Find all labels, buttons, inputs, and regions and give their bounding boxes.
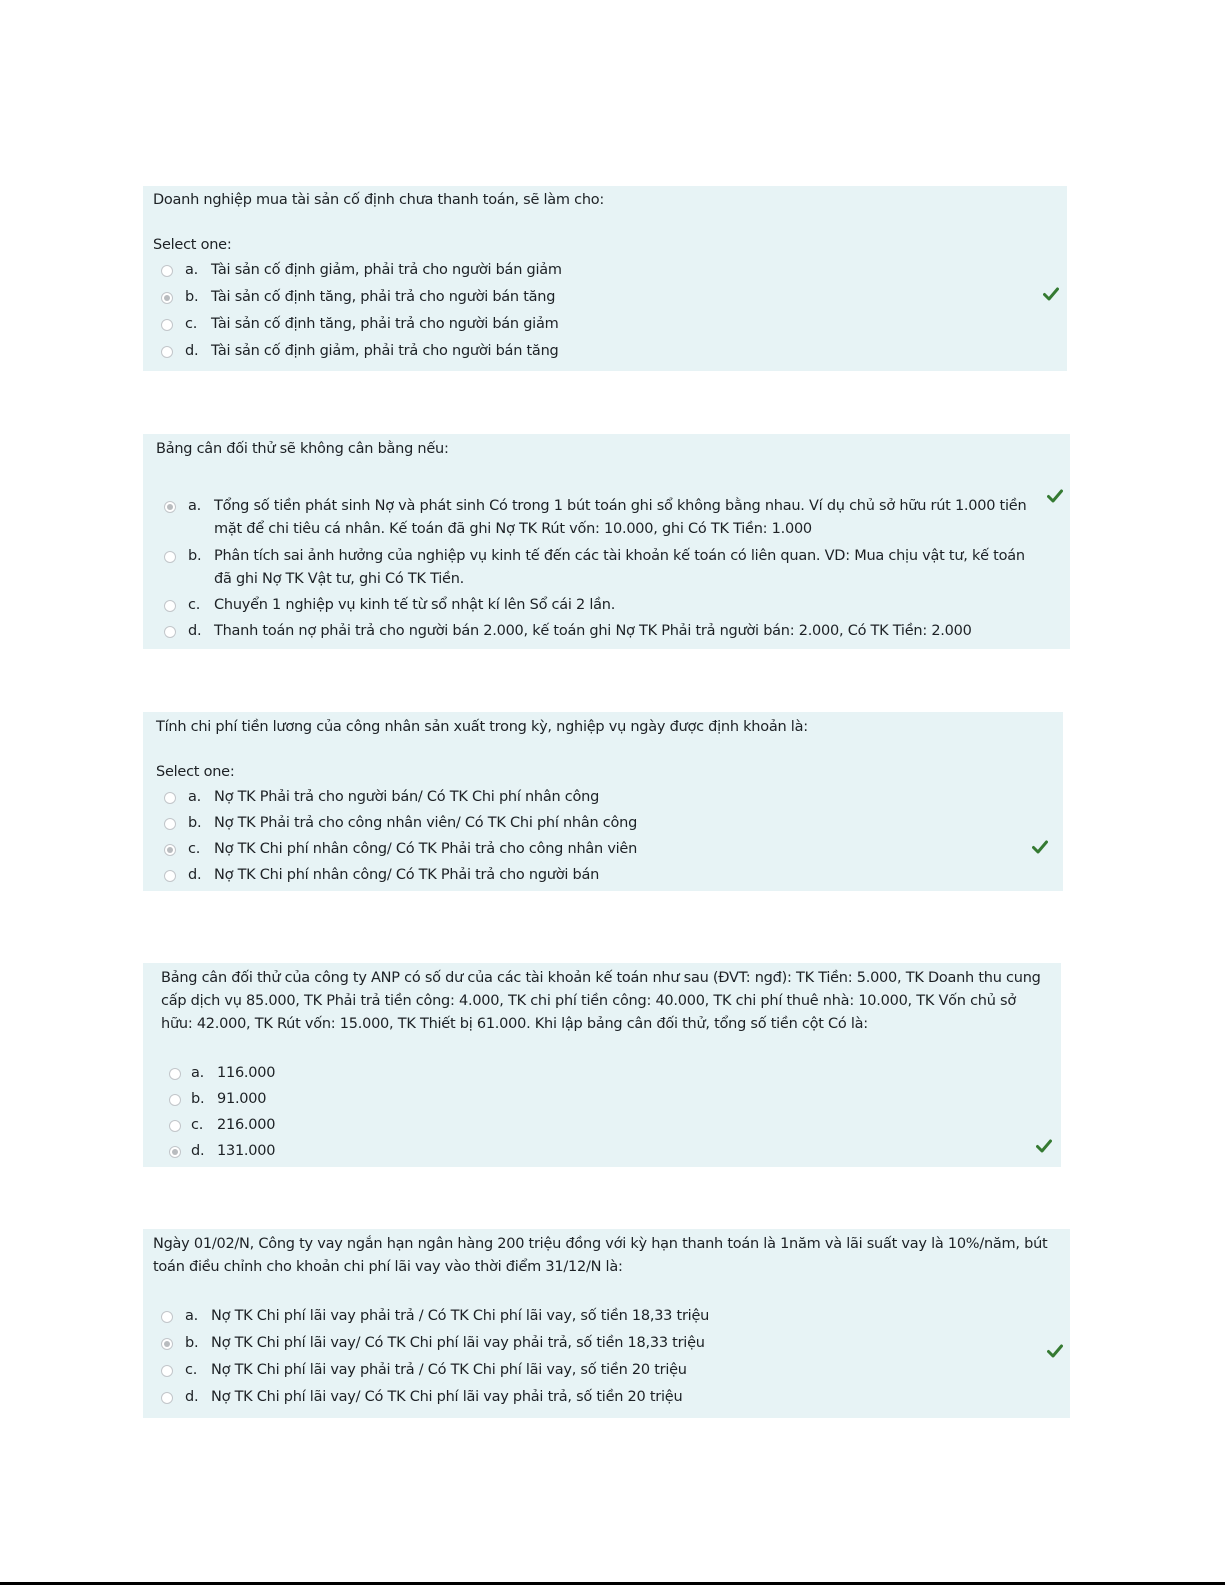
- answer-text: Nợ TK Phải trả cho công nhân viên/ Có TK Chi phí nhân công: [214, 815, 638, 831]
- answer-text: Tài sản cố định giảm, phải trả cho người bán giảm: [211, 262, 562, 278]
- answer-list: [153, 1305, 1060, 1413]
- answer-text: Phân tích sai ảnh hưởng của nghiệp vụ kinh tế đến các tài khoản kế toán có liên quan. VD: Mua chịu vật tư, kế toán đã ghi Nợ TK Vật tư, ghi Có TK Tiền.: [214, 548, 1025, 587]
- answer-list: [153, 259, 1057, 367]
- answer-option-a[interactable]: [153, 259, 1057, 286]
- answer-text: Nợ TK Chi phí lãi vay phải trả / Có TK Chi phí lãi vay, số tiền 18,33 triệu: [211, 1308, 710, 1324]
- answer-list: [156, 495, 1060, 646]
- answer-letter: a.: [188, 789, 201, 805]
- radio-button-checked[interactable]: [164, 844, 176, 856]
- select-one-label: Select one:: [156, 764, 235, 780]
- answer-option-c[interactable]: [156, 594, 1060, 620]
- radio-button[interactable]: [164, 600, 176, 612]
- answer-option-b[interactable]: [153, 1332, 1060, 1359]
- answer-option-c[interactable]: [156, 838, 1053, 864]
- question-text: Bảng cân đối thử của công ty ANP có số dư của các tài khoản kế toán như sau (ĐVT: ngđ): TK Tiền: 5.000, TK Doanh thu cung cấp dịch vụ 85.000, TK Phải trả tiền công: 4.000, TK chi phí tiền công: 40.000, TK chi phí thuê nhà: 10.000, TK Vốn chủ sở hữu: 42.000, TK Rút vốn: 15.000, TK Thiết bị 61.000. Khi lập bảng cân đối thử, tổng số tiền cột Có là:: [161, 970, 1041, 1032]
- answer-list: [156, 786, 1053, 890]
- answer-letter: c.: [188, 841, 201, 857]
- radio-button[interactable]: [161, 319, 173, 331]
- answer-letter: c.: [191, 1117, 204, 1133]
- question-text: Bảng cân đối thử sẽ không cân bằng nếu:: [156, 441, 449, 457]
- answer-option-d[interactable]: [161, 1140, 1051, 1166]
- radio-button-checked[interactable]: [169, 1146, 181, 1158]
- correct-check-icon: [1043, 287, 1059, 301]
- answer-text: Thanh toán nợ phải trả cho người bán 2.000, kế toán ghi Nợ TK Phải trả người bán: 2.000, Có TK Tiền: 2.000: [214, 623, 972, 639]
- question-text: Tính chi phí tiền lương của công nhân sản xuất trong kỳ, nghiệp vụ ngày được định khoản là:: [156, 719, 808, 735]
- radio-button[interactable]: [161, 346, 173, 358]
- question-card-1: [143, 186, 1067, 371]
- answer-option-c[interactable]: [161, 1114, 1051, 1140]
- answer-option-b[interactable]: [153, 286, 1057, 313]
- correct-check-icon: [1047, 489, 1063, 503]
- answer-text: 131.000: [217, 1143, 276, 1159]
- answer-option-d[interactable]: [153, 1386, 1060, 1413]
- answer-option-c[interactable]: [153, 313, 1057, 340]
- answer-option-d[interactable]: [156, 864, 1053, 890]
- answer-letter: c.: [185, 1362, 198, 1378]
- answer-letter: d.: [191, 1143, 205, 1159]
- question-card-5: [143, 1229, 1070, 1418]
- answer-letter: c.: [188, 597, 201, 613]
- answer-text: Tài sản cố định tăng, phải trả cho người bán giảm: [211, 316, 559, 332]
- answer-option-c[interactable]: [153, 1359, 1060, 1386]
- answer-letter: b.: [188, 815, 202, 831]
- answer-option-a[interactable]: [156, 786, 1053, 812]
- answer-text: 91.000: [217, 1091, 267, 1107]
- answer-option-b[interactable]: [156, 545, 1060, 594]
- answer-text: Nợ TK Chi phí nhân công/ Có TK Phải trả cho người bán: [214, 867, 600, 883]
- answer-option-d[interactable]: [156, 620, 1060, 646]
- answer-list: [161, 1062, 1051, 1166]
- correct-check-icon: [1032, 840, 1048, 854]
- radio-button[interactable]: [164, 551, 176, 563]
- answer-option-d[interactable]: [153, 340, 1057, 367]
- radio-button[interactable]: [164, 792, 176, 804]
- answer-letter: d.: [185, 343, 199, 359]
- answer-letter: b.: [185, 289, 199, 305]
- question-text: Doanh nghiệp mua tài sản cố định chưa thanh toán, sẽ làm cho:: [153, 192, 605, 208]
- answer-letter: d.: [188, 867, 202, 883]
- answer-letter: c.: [185, 316, 198, 332]
- answer-letter: a.: [185, 262, 198, 278]
- radio-button-checked[interactable]: [161, 292, 173, 304]
- answer-text: Nợ TK Chi phí lãi vay/ Có TK Chi phí lãi vay phải trả, số tiền 20 triệu: [211, 1389, 683, 1405]
- question-card-4: [143, 963, 1061, 1167]
- answer-text: Nợ TK Phải trả cho người bán/ Có TK Chi phí nhân công: [214, 789, 600, 805]
- answer-text: Tài sản cố định tăng, phải trả cho người bán tăng: [211, 289, 556, 305]
- answer-text: Tài sản cố định giảm, phải trả cho người bán tăng: [211, 343, 559, 359]
- answer-option-b[interactable]: [156, 812, 1053, 838]
- answer-letter: a.: [185, 1308, 198, 1324]
- question-text: Ngày 01/02/N, Công ty vay ngắn hạn ngân hàng 200 triệu đồng với kỳ hạn thanh toán là 1năm và lãi suất vay là 10%/năm, bút toán điều chỉnh cho khoản chi phí lãi vay vào thời điểm 31/12/N là:: [153, 1236, 1048, 1275]
- radio-button[interactable]: [164, 818, 176, 830]
- radio-button[interactable]: [161, 1365, 173, 1377]
- question-card-3: [143, 712, 1063, 891]
- answer-letter: b.: [191, 1091, 205, 1107]
- question-card-2: [143, 434, 1070, 649]
- answer-text: Nợ TK Chi phí lãi vay/ Có TK Chi phí lãi vay phải trả, số tiền 18,33 triệu: [211, 1335, 705, 1351]
- answer-letter: b.: [188, 548, 202, 564]
- radio-button[interactable]: [169, 1094, 181, 1106]
- answer-option-a[interactable]: [156, 495, 1060, 545]
- answer-option-a[interactable]: [161, 1062, 1051, 1088]
- answer-letter: a.: [188, 498, 201, 514]
- answer-letter: a.: [191, 1065, 204, 1081]
- answer-text: Nợ TK Chi phí lãi vay phải trả / Có TK Chi phí lãi vay, số tiền 20 triệu: [211, 1362, 687, 1378]
- answer-text: Chuyển 1 nghiệp vụ kinh tế từ sổ nhật kí lên Sổ cái 2 lần.: [214, 597, 616, 613]
- answer-text: Tổng số tiền phát sinh Nợ và phát sinh Có trong 1 bút toán ghi sổ không bằng nhau. Ví dụ chủ sở hữu rút 1.000 tiền mặt để chi tiêu cá nhân. Kế toán đã ghi Nợ TK Rút vốn: 10.000, ghi Có TK Tiền: 1.000: [214, 498, 1027, 537]
- answer-option-a[interactable]: [153, 1305, 1060, 1332]
- answer-text: 216.000: [217, 1117, 276, 1133]
- radio-button[interactable]: [161, 265, 173, 277]
- radio-button[interactable]: [161, 1311, 173, 1323]
- radio-button-checked[interactable]: [164, 501, 176, 513]
- answer-text: 116.000: [217, 1065, 276, 1081]
- radio-button[interactable]: [161, 1392, 173, 1404]
- correct-check-icon: [1036, 1139, 1052, 1153]
- select-one-label: Select one:: [153, 237, 232, 253]
- answer-text: Nợ TK Chi phí nhân công/ Có TK Phải trả cho công nhân viên: [214, 841, 638, 857]
- answer-letter: d.: [188, 623, 202, 639]
- correct-check-icon: [1047, 1344, 1063, 1358]
- radio-button[interactable]: [169, 1120, 181, 1132]
- radio-button-checked[interactable]: [161, 1338, 173, 1350]
- answer-letter: d.: [185, 1389, 199, 1405]
- answer-option-b[interactable]: [161, 1088, 1051, 1114]
- radio-button[interactable]: [164, 870, 176, 882]
- answer-letter: b.: [185, 1335, 199, 1351]
- radio-button[interactable]: [169, 1068, 181, 1080]
- radio-button[interactable]: [164, 626, 176, 638]
